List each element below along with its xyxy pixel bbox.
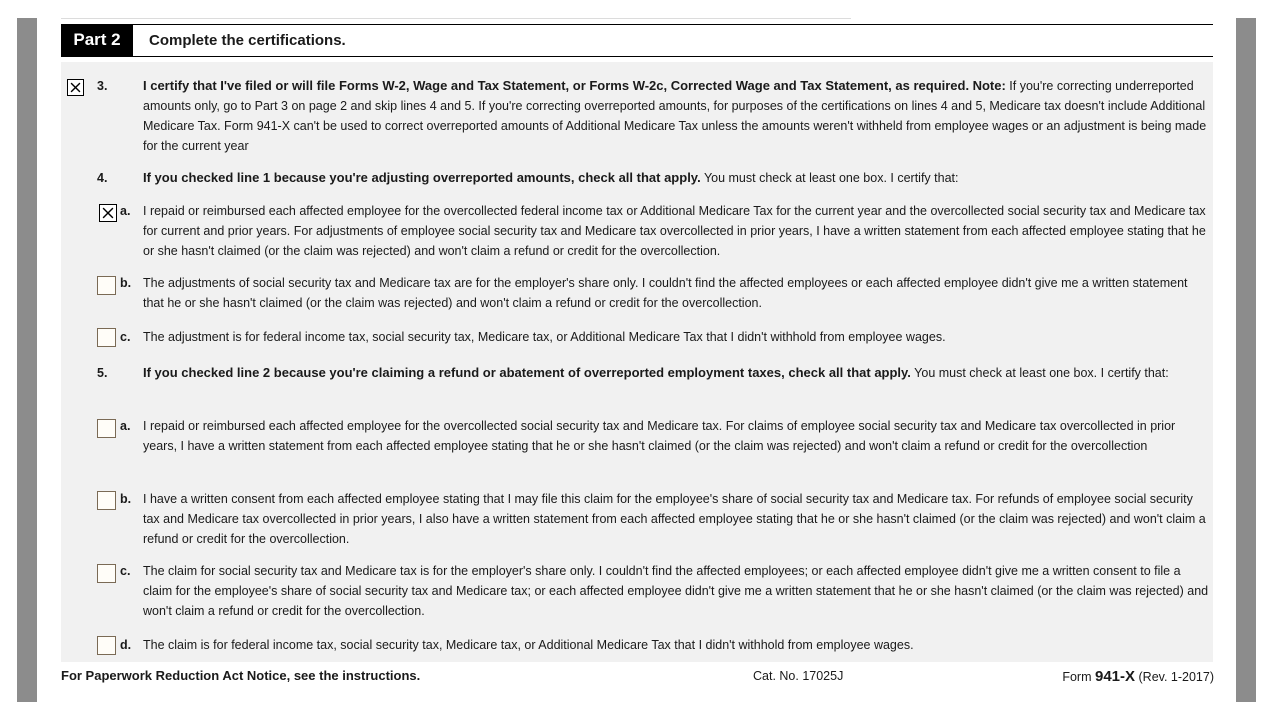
line-5d-text: The claim is for federal income tax, social security tax, Medicare tax, or Additional Medicare Tax that I didn't withhold from employee wages.	[143, 638, 914, 652]
line-5c-letter: c.	[120, 564, 131, 578]
line-4-body: You must check at least one box. I certify that:	[703, 171, 959, 185]
line-5-lead: If you checked line 2 because you're claiming a refund or abatement of overreported employment taxes, check all that apply.	[143, 365, 911, 380]
line-5-text	[143, 363, 1209, 383]
line-3-text	[143, 76, 1209, 156]
paperwork-notice: For Paperwork Reduction Act Notice, see the instructions.	[61, 668, 421, 683]
part-tag: Part 2	[61, 25, 133, 56]
form-identifier	[1062, 668, 1214, 685]
line-5a-text: I repaid or reimbursed each affected employee for the overcollected social security tax and Medicare tax. For claims of employee social security tax and Medicare tax overcollected in prior years, I have a written statement from each affected employee stating that he or she hasn't claimed (or the claim was rejected) and won't claim a refund or credit for the overcollection	[143, 419, 1176, 453]
line-3-note-label: Note:	[972, 78, 1006, 93]
left-scroll-gutter	[17, 18, 37, 702]
part-header	[61, 24, 1213, 57]
line-4a-checkbox[interactable]	[99, 204, 117, 222]
line-5a-checkbox[interactable]	[97, 419, 116, 438]
line-5-body: You must check at least one box. I certify that:	[914, 366, 1169, 380]
line-4b-checkbox[interactable]	[97, 276, 116, 295]
catalog-number: Cat. No. 17025J	[753, 669, 844, 683]
line-4c-checkbox[interactable]	[97, 328, 116, 347]
line-5a-letter: a.	[120, 419, 131, 433]
line-5-number: 5.	[97, 366, 108, 380]
line-5b-checkbox[interactable]	[97, 491, 116, 510]
form-revision: (Rev. 1-2017)	[1138, 670, 1214, 684]
line-5d-letter: d.	[120, 638, 132, 652]
line-4-number: 4.	[97, 171, 108, 185]
line-5d-checkbox[interactable]	[97, 636, 116, 655]
part-title: Complete the certifications.	[149, 32, 346, 49]
x-mark-icon	[100, 205, 116, 221]
line-5b-text: I have a written consent from each affected employee stating that I may file this claim for the employee's share of social security tax and Medicare tax. For refunds of employee social security tax and Medicare tax overcollected in prior years, I also have a written statement from each affected employee stating that he or she hasn't claimed (or the claim was rejected) and won't claim a refund or credit for the overcollection.	[143, 492, 1206, 546]
x-mark-icon	[68, 80, 83, 95]
line-5c-text: The claim for social security tax and Medicare tax is for the employer's share only. I couldn't find the affected employees; or each affected employee didn't give me a written consent to file a claim for the employee's share of social security tax and Medicare tax; or each affected employee didn't give me a written statement that he or she hasn't claimed (or the claim was rejected) and won't claim a refund or credit for the overcollection.	[143, 564, 1209, 618]
right-scroll-gutter	[1236, 18, 1256, 702]
line-4-lead: If you checked line 1 because you're adjusting overreported amounts, check all that apply.	[143, 170, 701, 185]
line-5c-checkbox[interactable]	[97, 564, 116, 583]
line-5b-letter: b.	[120, 492, 132, 506]
line-4-text	[143, 168, 1209, 188]
line-3-number: 3.	[97, 79, 108, 93]
line-3-checkbox[interactable]	[67, 79, 84, 96]
line-4b-letter: b.	[120, 276, 132, 290]
line-4b-text: The adjustments of social security tax and Medicare tax are for the employer's share only. I couldn't find the affected employees or each affected employee didn't give me a written statement that he or she hasn't claimed (or the claim was rejected) and won't claim a refund or credit for the overcollection.	[143, 276, 1188, 310]
top-divider	[61, 18, 851, 19]
form-footer	[61, 668, 1214, 690]
line-4c-letter: c.	[120, 330, 131, 344]
certifications-section	[61, 62, 1213, 662]
line-4c-text: The adjustment is for federal income tax, social security tax, Medicare tax, or Additional Medicare Tax that I didn't withhold from employee wages.	[143, 330, 946, 344]
line-4a-text: I repaid or reimbursed each affected employee for the overcollected federal income tax or Additional Medicare Tax for the current year and the overcollected social security tax and Medicare tax for current and prior years. For adjustments of employee social security tax and Medicare tax overcollected in prior years, I have a written statement from each affected employee stating that he or she hasn't claimed (or the claim was rejected) and won't claim a refund or credit for the overcollection.	[143, 204, 1206, 258]
form-page	[37, 0, 1236, 702]
line-3-lead: I certify that I've filed or will file Forms W-2, Wage and Tax Statement, or Forms W-2c, Corrected Wage and Tax Statement, as required.	[143, 78, 970, 93]
form-prefix: Form	[1062, 670, 1092, 684]
form-number: 941-X	[1094, 668, 1136, 685]
line-4a-letter: a.	[120, 204, 131, 218]
line-3-body: If you're correcting underreported amounts only, go to Part 3 on page 2 and skip lines 4 and 5. If you're correcting overreported amounts, for purposes of the certifications on lines 4 and 5, Medicare tax doesn't include Additional Medicare Tax. Form 941-X can't be used to correct overreported amounts of Additional Medicare Tax unless the amounts weren't withheld from employee wages or an adjustment is being made for the current year	[143, 79, 1207, 153]
